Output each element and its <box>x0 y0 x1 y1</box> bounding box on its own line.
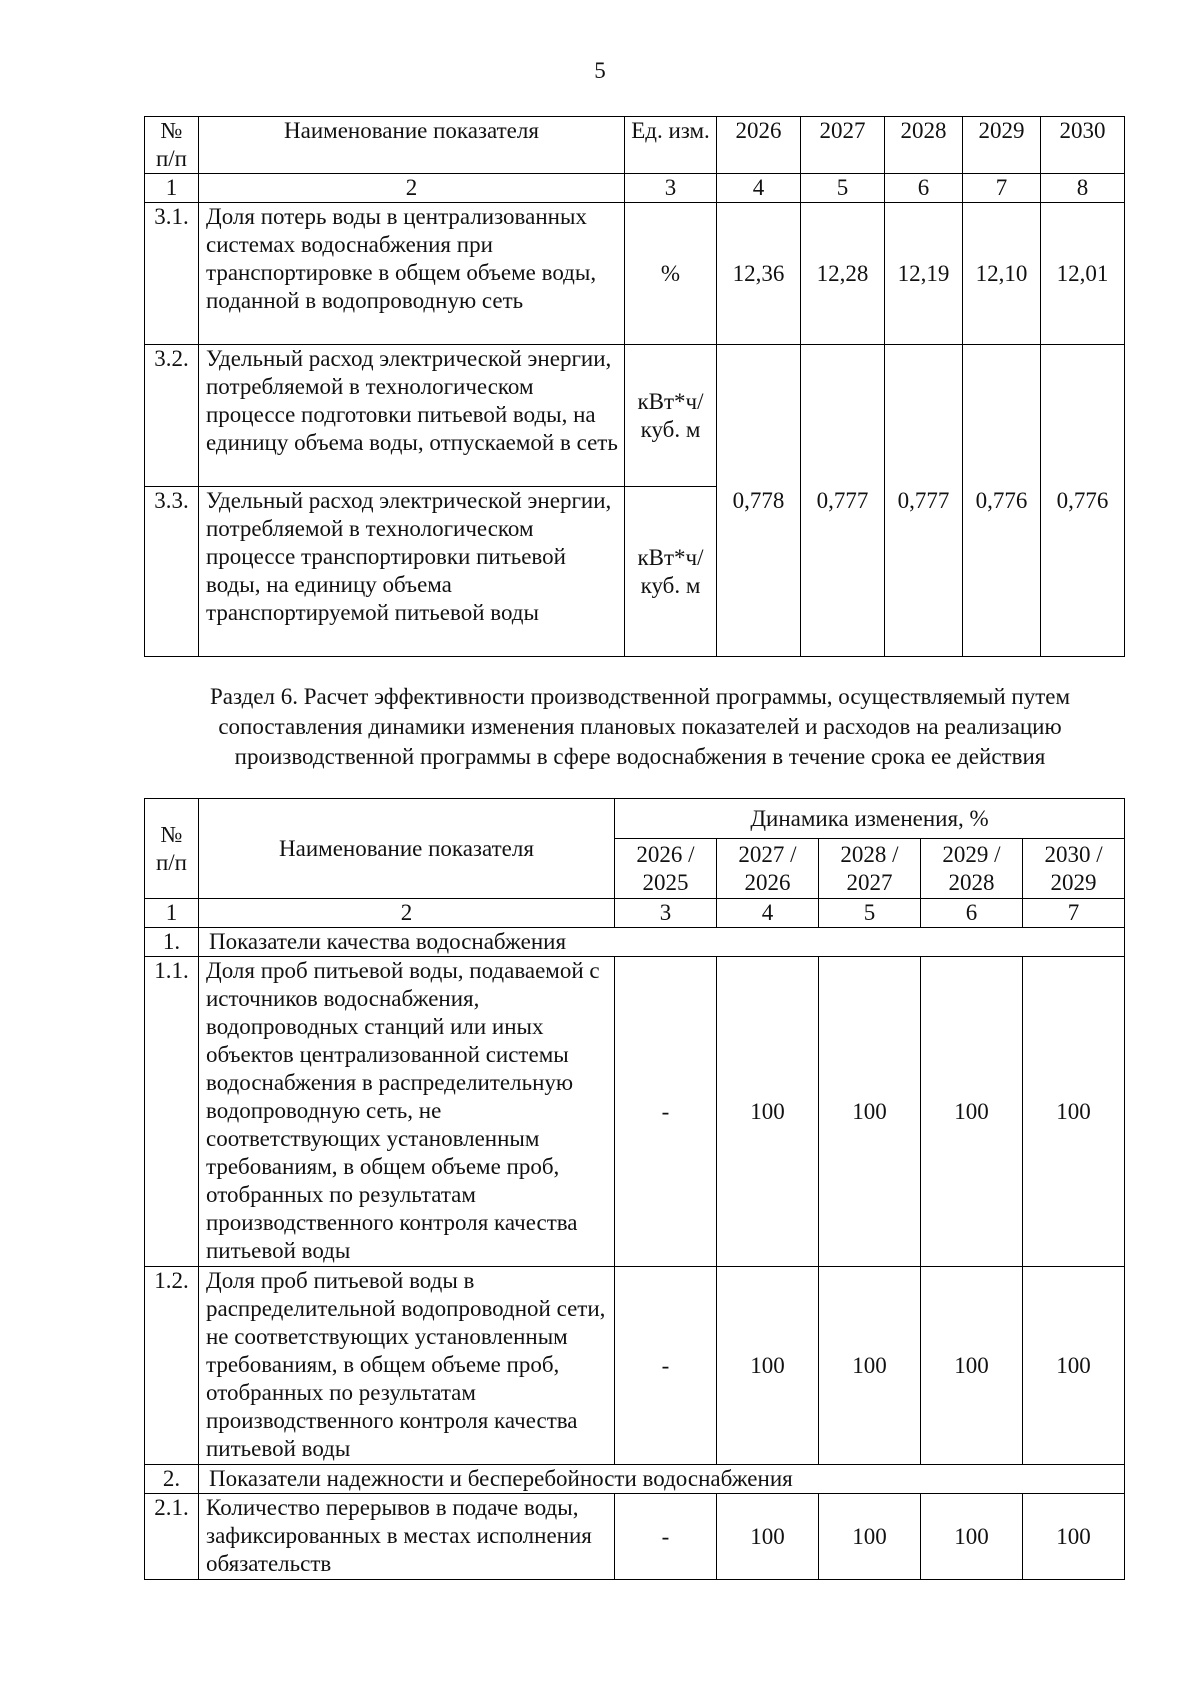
row-value: - <box>615 1267 717 1465</box>
row-name: Количество перерывов в подаче воды, зафиксированных в местах исполнения обязательств <box>199 1494 615 1580</box>
row-num: 3.1. <box>145 203 199 345</box>
row-value: 12,01 <box>1041 203 1125 345</box>
table-row <box>145 203 1125 345</box>
row-num: 3.3. <box>145 487 199 657</box>
header-name: Наименование показателя <box>199 117 625 174</box>
col-number: 1 <box>145 174 199 203</box>
row-value: 12,36 <box>717 203 801 345</box>
row-unit: кВт*ч/ куб. м <box>625 345 717 487</box>
col-number: 7 <box>963 174 1041 203</box>
header-dynamics: Динамика изменения, % <box>615 799 1125 839</box>
col-number: 2 <box>199 899 615 928</box>
table-row <box>145 345 1125 487</box>
section-row <box>145 1465 1125 1494</box>
merged-value: 0,777 <box>885 345 963 657</box>
row-value: 100 <box>717 957 819 1267</box>
section-title: Показатели надежности и бесперебойности водоснабжения <box>199 1465 1125 1494</box>
header-period: 2026 / 2025 <box>615 839 717 899</box>
section-num: 1. <box>145 928 199 957</box>
page-number: 5 <box>594 58 606 83</box>
col-number: 4 <box>717 899 819 928</box>
section-num: 2. <box>145 1465 199 1494</box>
header-name: Наименование показателя <box>199 799 615 899</box>
col-number: 8 <box>1041 174 1125 203</box>
header-unit: Ед. изм. <box>625 117 717 174</box>
column-number-row <box>145 899 1125 928</box>
col-number: 5 <box>819 899 921 928</box>
header-period: 2029 / 2028 <box>921 839 1023 899</box>
row-unit: % <box>625 203 717 345</box>
section-row <box>145 928 1125 957</box>
row-num: 3.2. <box>145 345 199 487</box>
row-name: Доля потерь воды в централизованных системах водоснабжения при транспортировке в общем объеме воды, поданной в водопроводную сеть <box>199 203 625 345</box>
table-row <box>145 957 1125 1267</box>
header-year: 2030 <box>1041 117 1125 174</box>
header-period: 2030 / 2029 <box>1023 839 1125 899</box>
header-period: 2027 / 2026 <box>717 839 819 899</box>
dynamics-table <box>144 798 1125 1580</box>
row-value: - <box>615 1494 717 1580</box>
heading-line: Раздел 6. Расчет эффективности производственной программы, осуществляемый путем <box>209 684 1071 709</box>
indicators-table <box>144 116 1125 657</box>
col-number: 7 <box>1023 899 1125 928</box>
table-row <box>145 1494 1125 1580</box>
section-title: Показатели качества водоснабжения <box>199 928 1125 957</box>
row-value: 100 <box>819 957 921 1267</box>
header-num: № п/п <box>145 799 199 899</box>
col-number: 3 <box>625 174 717 203</box>
row-value: 12,10 <box>963 203 1041 345</box>
merged-value: 0,778 <box>717 345 801 657</box>
header-period: 2028 / 2027 <box>819 839 921 899</box>
col-number: 2 <box>199 174 625 203</box>
row-value: - <box>615 957 717 1267</box>
section-6-heading <box>160 682 1120 772</box>
row-num: 1.2. <box>145 1267 199 1465</box>
row-value: 100 <box>921 1494 1023 1580</box>
row-value: 100 <box>717 1267 819 1465</box>
heading-line: производственной программы в сфере водоснабжения в течение срока ее действия <box>234 744 1046 769</box>
row-name: Доля проб питьевой воды, подаваемой с источников водоснабжения, водопроводных станций или иных объектов централизованной системы водоснабжения в распределительную водопроводную сеть, не соответствующих установленным требованиям, в общем объеме проб, отобранных по результатам производственного контроля качества питьевой воды <box>199 957 615 1267</box>
row-name: Удельный расход электрической энергии, потребляемой в технологическом процессе транспортировки питьевой воды, на единицу объема транспортируемой питьевой воды <box>199 487 625 657</box>
row-name: Удельный расход электрической энергии, потребляемой в технологическом процессе подготовки питьевой воды, на единицу объема воды, отпускаемой в сеть <box>199 345 625 487</box>
row-value: 100 <box>921 957 1023 1267</box>
col-number: 6 <box>921 899 1023 928</box>
header-num: № п/п <box>145 117 199 174</box>
row-value: 100 <box>717 1494 819 1580</box>
header-year: 2027 <box>801 117 885 174</box>
table-row <box>145 1267 1125 1465</box>
header-year: 2028 <box>885 117 963 174</box>
row-value: 100 <box>921 1267 1023 1465</box>
col-number: 6 <box>885 174 963 203</box>
col-number: 5 <box>801 174 885 203</box>
merged-value: 0,777 <box>801 345 885 657</box>
row-num: 2.1. <box>145 1494 199 1580</box>
row-name: Доля проб питьевой воды в распределительной водопроводной сети, не соответствующих установленным требованиям, в общем объеме проб, отобранных по результатам производственного контроля качества питьевой воды <box>199 1267 615 1465</box>
row-value: 100 <box>1023 1267 1125 1465</box>
heading-line: сопоставления динамики изменения плановых показателей и расходов на реализацию <box>218 714 1062 739</box>
row-unit: кВт*ч/ куб. м <box>625 487 717 657</box>
row-value: 100 <box>1023 957 1125 1267</box>
column-number-row <box>145 174 1125 203</box>
merged-value: 0,776 <box>1041 345 1125 657</box>
col-number: 4 <box>717 174 801 203</box>
row-value: 100 <box>819 1267 921 1465</box>
col-number: 1 <box>145 899 199 928</box>
header-year: 2029 <box>963 117 1041 174</box>
merged-value: 0,776 <box>963 345 1041 657</box>
col-number: 3 <box>615 899 717 928</box>
row-value: 100 <box>819 1494 921 1580</box>
row-value: 12,28 <box>801 203 885 345</box>
row-num: 1.1. <box>145 957 199 1267</box>
table-header-row <box>145 117 1125 174</box>
row-value: 12,19 <box>885 203 963 345</box>
table-header-row <box>145 799 1125 839</box>
header-year: 2026 <box>717 117 801 174</box>
row-value: 100 <box>1023 1494 1125 1580</box>
